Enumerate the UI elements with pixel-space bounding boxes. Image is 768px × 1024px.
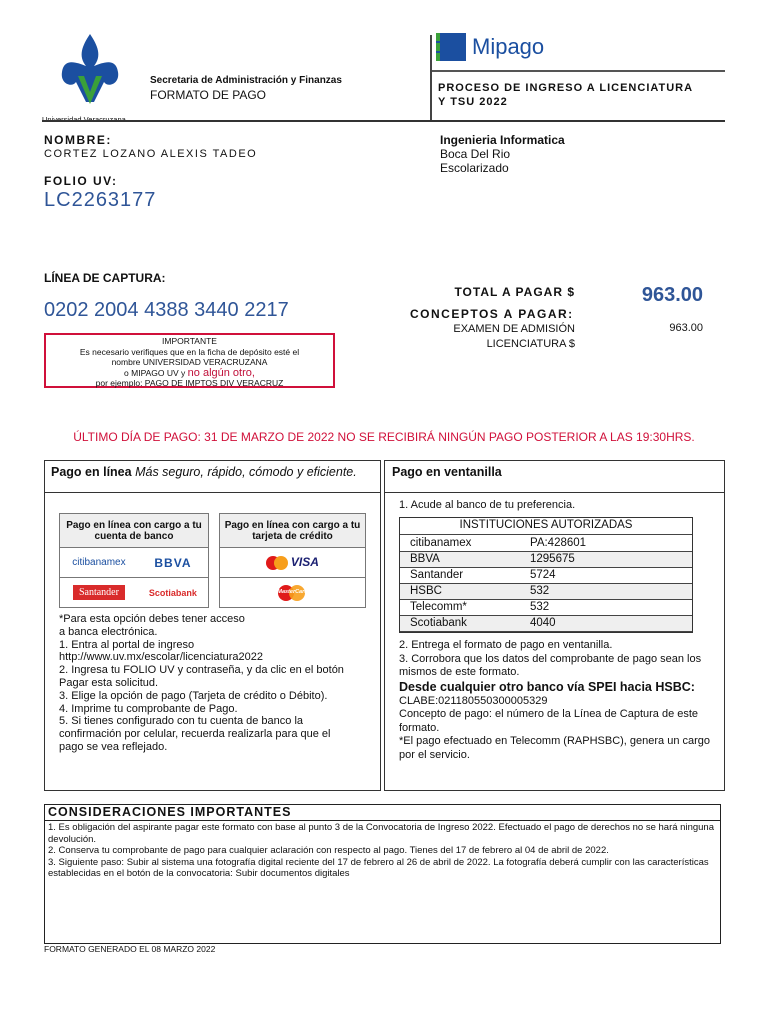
- ventanilla-instructions: 2. Entrega el formato de pago en ventanilla. 3. Corrobora que los datos del comprobante de pago sean los mismos de este formato. Desde cualquier otro banco vía SPEI hacia HSBC: CLABE:021180550300005329 Concepto de pago: el número de la Línea de Captura de este formato. *El pago efectuado en Telecomm (RAPHSBC), genera un cargo por el servicio.: [399, 639, 711, 761]
- bank-code: 532: [520, 599, 692, 615]
- divider: [432, 70, 725, 72]
- nombre-label: NOMBRE:: [44, 133, 112, 147]
- footer-generated: FORMATO GENERADO EL 08 MARZO 2022: [44, 944, 216, 954]
- folio-label: FOLIO UV:: [44, 174, 118, 188]
- mastercard-logo[interactable]: [220, 578, 366, 608]
- total-label: TOTAL A PAGAR $: [454, 285, 575, 299]
- instituciones-table: [399, 517, 693, 633]
- pago-en-ventanilla-panel: [384, 460, 725, 791]
- concepto-value: 963.00: [669, 322, 703, 334]
- importante-line: o MIPAGO UV y no algún otro,: [124, 366, 255, 379]
- deadline: ÚLTIMO DÍA DE PAGO: 31 DE MARZO DE 2022 NO SE RECIBIRÁ NINGÚN PAGO POSTERIOR A LAS 19:30HRS.: [73, 430, 695, 444]
- nombre-value: CORTEZ LOZANO ALEXIS TADEO: [44, 148, 258, 160]
- divider: [430, 35, 432, 121]
- pago-en-linea-panel: [44, 460, 381, 791]
- mipago-logo: Mipago: [436, 33, 544, 61]
- bank-header: Pago en línea con cargo a tu cuenta de banco: [60, 514, 209, 548]
- santander-logo[interactable]: Santander: [73, 585, 125, 600]
- campus: Boca Del Rio: [440, 147, 511, 161]
- scotiabank-logo[interactable]: Scotiabank: [138, 578, 209, 608]
- ventanilla-title: Pago en ventanilla: [385, 461, 724, 493]
- importante-box: [44, 333, 335, 388]
- importante-line: por ejemplo: PAGO DE IMPTOS DIV VERACRUZ: [95, 378, 284, 388]
- consideraciones-title: CONSIDERACIONES IMPORTANTES: [45, 805, 720, 821]
- concepto: EXAMEN DE ADMISIÓN LICENCIATURA $: [453, 323, 575, 350]
- table-header: INSTITUCIONES AUTORIZADAS: [400, 518, 692, 535]
- proceso-title: PROCESO DE INGRESO A LICENCIATURA Y TSU 2022: [438, 82, 694, 108]
- captura-label: LÍNEA DE CAPTURA:: [44, 271, 166, 285]
- formato-title: FORMATO DE PAGO: [150, 88, 267, 102]
- bank-name: HSBC: [400, 583, 520, 599]
- bank-name: citibanamex: [400, 535, 520, 551]
- card-header: Pago en línea con cargo a tu tarjeta de crédito: [220, 514, 366, 548]
- bank-code: 532: [520, 583, 692, 599]
- carrera: Ingenieria Informatica: [440, 133, 565, 147]
- card-logos: [219, 513, 366, 608]
- captura-number: 0202 2004 4388 3440 2217: [44, 299, 289, 321]
- bank-name: BBVA: [400, 551, 520, 567]
- divider: [42, 120, 725, 122]
- bank-code: PA:428601: [520, 535, 692, 551]
- bank-code: 1295675: [520, 551, 692, 567]
- table-row: [400, 583, 692, 599]
- bank-logos: [59, 513, 209, 608]
- bank-code: 4040: [520, 615, 692, 631]
- consideraciones-list: 1. Es obligación del aspirante pagar este formato con base al punto 3 de la Convocatoria de Ingreso 2022. Efectuado el pago de derechos no se hará ninguna devolución. 2. Conserva tu comprobante de pago para cualquier aclaración con respecto al pago. Tienes del 17 de febrero al 04 de abril de 2022. 3. Siguiente paso: Subir al sistema una fotografía digital reciente del 17 de febrero al 26 de abril de 2022. La fotografía deberá cumplir con las características establecidas en el botón de la convocatoria: Subir documentos digitales: [48, 822, 714, 879]
- importante-line: nombre UNIVERSIDAD VERACRUZANA: [111, 357, 268, 367]
- bank-name: Scotiabank: [400, 615, 520, 631]
- table-row: [400, 567, 692, 583]
- bank-code: 5724: [520, 567, 692, 583]
- folio-value: LC2263177: [44, 189, 157, 211]
- uv-logo: [42, 32, 138, 122]
- online-steps: *Para esta opción debes tener acceso a banca electrónica. 1. Entra al portal de ingreso http://www.uv.mx/escolar/licenciatura2022 2. Ingresa tu FOLIO UV y contraseña, y da clic en el botón Pagar esta solicitud. 3. Elige la opción de pago (Tarjeta de crédito o Débito). 4. Imprime tu comprobante de Pago. 5. Si tienes configurado con tu cuenta de banco la confirmación por celular, recuerda realizarla para que el pago se vea reflejado.: [59, 613, 344, 753]
- table-row: [400, 615, 692, 631]
- bank-name: Santander: [400, 567, 520, 583]
- importante-line: Es necesario verifiques que en la ficha de depósito esté el: [79, 346, 300, 357]
- bbva-logo[interactable]: BBVA: [138, 548, 209, 578]
- importante-title: IMPORTANTE: [162, 336, 217, 346]
- mastercard-label: MasterCard: [277, 588, 308, 595]
- online-subtitle: Más seguro, rápido, cómodo y eficiente.: [135, 465, 357, 479]
- online-title: Pago en línea: [51, 465, 132, 479]
- bank-name: Telecomm*: [400, 599, 520, 615]
- ventanilla-step: 1. Acude al banco de tu preferencia.: [399, 499, 576, 511]
- table-row: [400, 551, 692, 567]
- table-row: [400, 599, 692, 615]
- modalidad: Escolarizado: [440, 161, 509, 175]
- table-row: [400, 535, 692, 551]
- total-value: 963.00: [641, 284, 703, 306]
- citibanamex-logo[interactable]: citibanamex: [60, 548, 138, 578]
- secretaria: Secretaria de Administración y Finanzas: [150, 75, 342, 86]
- portal-link[interactable]: http://www.uv.mx/escolar/licenciatura2022: [59, 651, 263, 664]
- consideraciones-panel: [44, 804, 721, 944]
- conceptos-label: CONCEPTOS A PAGAR:: [410, 307, 574, 321]
- visa-logo[interactable]: VISA: [220, 548, 366, 578]
